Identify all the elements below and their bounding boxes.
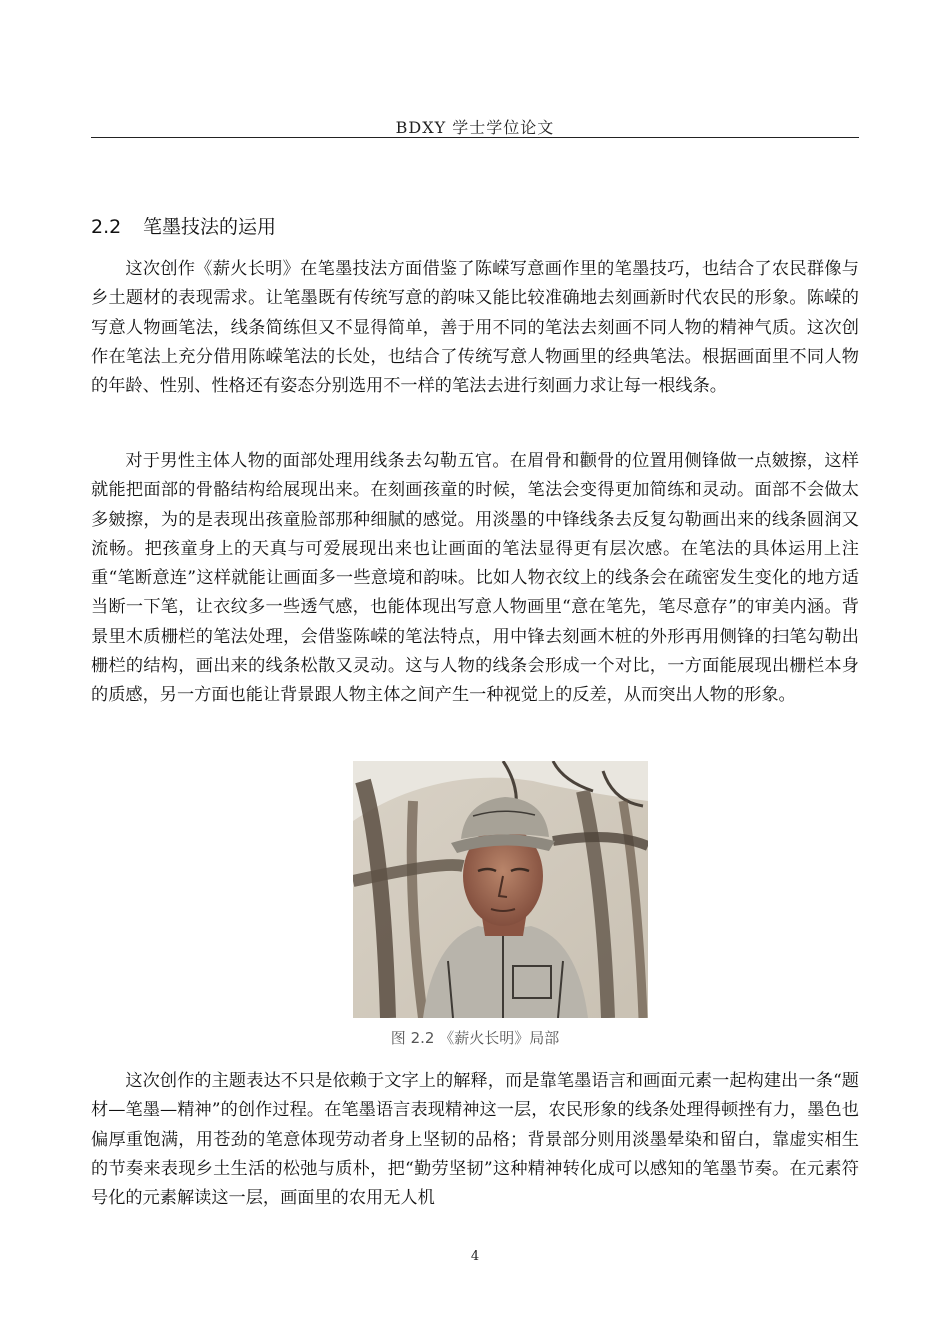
painting-image: [353, 761, 648, 1018]
section-title: 笔墨技法的运用: [143, 216, 277, 238]
header-rule: [91, 137, 859, 138]
page-number: 4: [470, 1249, 480, 1264]
body-paragraph: 这次创作《薪火长明》在笔墨技法方面借鉴了陈嵘写意画作里的笔墨技巧，也结合了农民群像与乡土题材的表现需求。让笔墨既有传统写意的韵味又能比较准确地去刻画新时代农民的形象。陈嵘的写意人物画笔法，线条简练但又不显得简单，善于用不同的笔法去刻画不同人物的精神气质。这次创作在笔法上充分借用陈嵘笔法的长处，也结合了传统写意人物画里的经典笔法。根据画面里不同人物的年龄、性别、性格还有姿态分别选用不一样的笔法去进行刻画力求让每一根线条。: [91, 259, 859, 397]
body-paragraph: 这次创作的主题表达不只是依赖于文字上的解释，而是靠笔墨语言和画面元素一起构建出一条“题材—笔墨—精神”的创作过程。在笔墨语言表现精神这一层，农民形象的线条处理得顿挫有力，墨色也偏厚重饱满，用苍劲的笔意体现劳动者身上坚韧的品格；背景部分则用淡墨晕染和留白，靠虚实相生的节奏来表现乡土生活的松弛与质朴，把“勤劳坚韧”这种精神转化成可以感知的笔墨节奏。在元素符号化的元素解读这一层，画面里的农用无人机: [91, 1071, 859, 1209]
figure-caption: 图 2.2 《薪火长明》局部: [390, 1029, 560, 1047]
section-number: 2.2: [91, 216, 122, 238]
painting-figure: [353, 761, 648, 1018]
body-paragraph: 对于男性主体人物的面部处理用线条去勾勒五官。在眉骨和颧骨的位置用侧锋做一点皴擦，这样就能把面部的骨骼结构给展现出来。在刻画孩童的时候，笔法会变得更加简练和灵动。面部不会做太多皴擦，为的是表现出孩童脸部那种细腻的感觉。用淡墨的中锋线条去反复勾勒画出来的线条圆润又流畅。把孩童身上的天真与可爱展现出来也让画面的笔法显得更有层次感。在笔法的具体运用上注重“笔断意连”这样就能让画面多一些意境和韵味。比如人物衣纹上的线条会在疏密发生变化的地方适当断一下笔，让衣纹多一些透气感，也能体现出写意人物画里“意在笔先，笔尽意存”的审美内涵。背景里木质栅栏的笔法处理，会借鉴陈嵘的笔法特点，用中锋去刻画木桩的外形再用侧锋的扫笔勾勒出栅栏的结构，画出来的线条松散又灵动。这与人物的线条会形成一个对比，一方面能展现出栅栏本身的质感，另一方面也能让背景跟人物主体之间产生一种视觉上的反差，从而突出人物的形象。: [91, 451, 859, 706]
running-header: BDXY 学士学位论文: [395, 118, 555, 137]
section-heading: [91, 212, 276, 239]
